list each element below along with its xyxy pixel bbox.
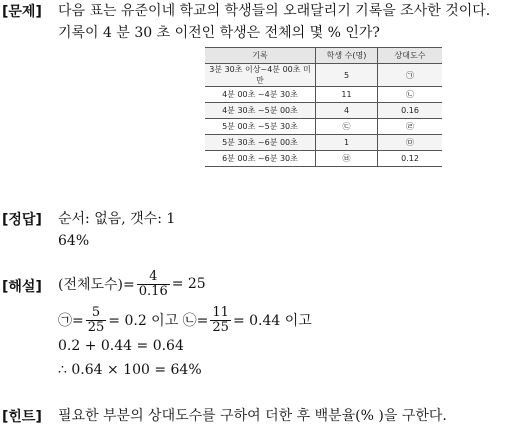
header-count: 학생 수(명) (316, 48, 378, 64)
cell-record: 4분 00초 ~4분 30초 (205, 87, 316, 103)
answer-line-1: 순서: 없음, 갯수: 1 (58, 211, 176, 227)
equation-sum: 0.2 + 0.44 = 0.64 (58, 338, 184, 354)
cell-relative-freq: ㉠ (378, 64, 443, 87)
table-row (205, 103, 442, 119)
table-row (205, 87, 442, 103)
eq2-end: = 0.44 이고 (232, 313, 312, 329)
table-header-row (205, 48, 442, 64)
table-row (205, 119, 442, 135)
table-row (205, 151, 442, 167)
cell-relative-freq: ㉡ (378, 87, 443, 103)
cell-record: 6분 00초 ~6분 30초 (205, 151, 316, 167)
record-table (205, 47, 442, 167)
problem-line-2: 기록이 4 분 30 초 이전인 학생은 전체의 몇 % 인가? (58, 25, 380, 41)
equation-total-frequency (58, 266, 206, 302)
fraction-numerator: 5 (91, 304, 101, 320)
cell-count: ㉥ (316, 151, 378, 167)
table-row (205, 64, 442, 87)
cell-relative-freq: ㉣ (378, 119, 443, 135)
problem-tag: [문제] (2, 4, 42, 20)
cell-record: 3분 30초 이상~4분 00초 미만 (205, 64, 316, 87)
cell-count: 5 (316, 64, 378, 87)
answer-line-2: 64% (58, 233, 90, 249)
explanation-tag: [해설] (2, 279, 42, 295)
eq2-a: ㉠= (58, 313, 84, 329)
cell-count: ㉢ (316, 119, 378, 135)
cell-record: 5분 30초 ~6분 00초 (205, 135, 316, 151)
hint-text: 필요한 부분의 상대도수를 구하여 더한 후 백분율(% )을 구한다. (58, 408, 447, 424)
cell-relative-freq: 0.12 (378, 151, 443, 167)
header-relative-freq: 상대도수 (378, 48, 443, 64)
equation-relative-frequencies (58, 302, 312, 338)
fraction-denominator: 25 (212, 319, 229, 335)
fraction-numerator: 11 (212, 304, 229, 320)
eq1-left: (전체도수)= (58, 277, 135, 293)
equation-percent: ∴ 0.64 × 100 = 64% (58, 362, 202, 378)
eq2-mid: = 0.2 이고 ㉡= (108, 313, 209, 329)
fraction-11-over-25 (210, 306, 231, 335)
eq1-right: = 25 (171, 276, 206, 292)
fraction-denominator: 0.16 (138, 283, 168, 299)
header-record: 기록 (205, 48, 316, 64)
cell-count: 1 (316, 135, 378, 151)
cell-relative-freq: ㉤ (378, 135, 443, 151)
fraction-denominator: 25 (87, 319, 105, 335)
table-row (205, 135, 442, 151)
fraction-4-over-0.16 (137, 270, 170, 299)
hint-tag: [힌트] (2, 409, 42, 425)
cell-count: 11 (316, 87, 378, 103)
answer-tag: [정답] (2, 212, 42, 228)
cell-record: 4분 30초 ~5분 00초 (205, 103, 316, 119)
fraction-5-over-25 (86, 306, 107, 335)
cell-relative-freq: 0.16 (378, 103, 443, 119)
cell-count: 4 (316, 103, 378, 119)
fraction-numerator: 4 (149, 268, 158, 284)
problem-line-1: 다음 표는 유준이네 학교의 학생들의 오래달리기 기록을 조사한 것이다. (58, 3, 491, 19)
cell-record: 5분 00초 ~5분 30초 (205, 119, 316, 135)
